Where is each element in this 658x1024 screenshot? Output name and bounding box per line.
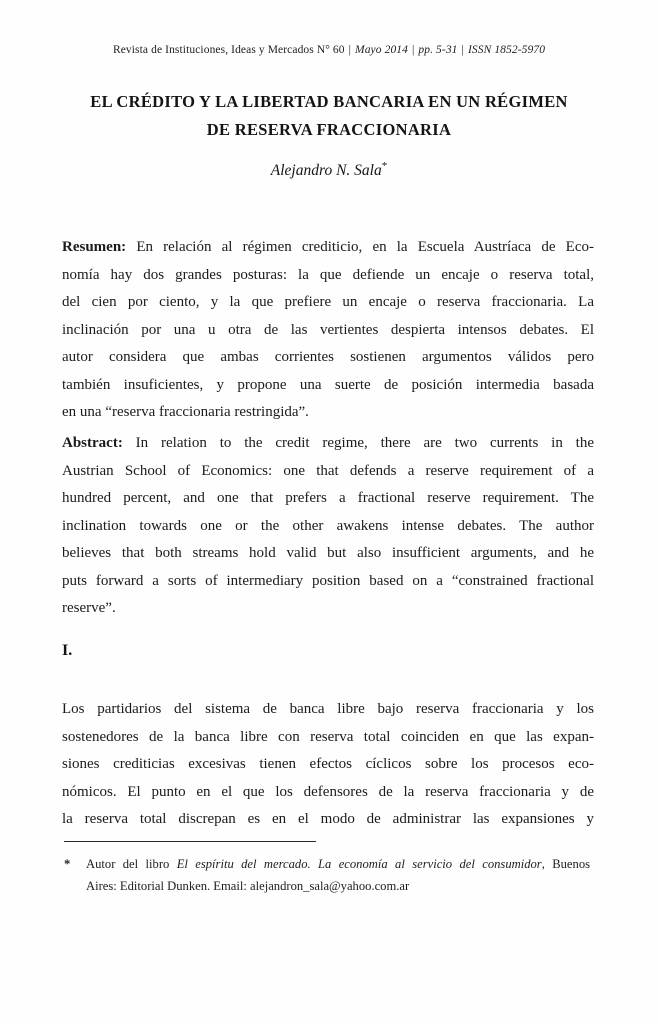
author-line <box>0 159 658 180</box>
text-line: inclination towards one or the other awakens intense debates. The author <box>62 517 594 534</box>
text-line: believes that both streams hold valid but also insufficient arguments, and he <box>62 545 594 561</box>
header-separator: | <box>348 44 352 56</box>
text-line-content: In relation to the credit regime, there are two currents in the <box>122 435 594 451</box>
footnote-text: Autor del libro <box>86 857 177 871</box>
journal-date: Mayo 2014 <box>355 44 408 56</box>
text-line: nomía hay dos grandes posturas: la que defiende un encaje o reserva total, <box>62 266 594 283</box>
text-line: la reserva total discrepan es en el modo de administrar las expansiones y <box>62 811 594 827</box>
text-line: también insuficientes, y propone una suerte de posición intermedia basada <box>62 376 594 393</box>
text-line-content: En relación al régimen crediticio, en la Escuela Austríaca de Eco- <box>126 239 594 255</box>
footnote-text: , Buenos <box>541 857 591 871</box>
footnote <box>62 853 590 897</box>
text-line: autor considera que ambas corrientes sostienen argumentos válidos pero <box>62 349 594 365</box>
section-heading: I. <box>62 642 73 659</box>
text-line: sostenedores de la banca libre con reserva total coinciden en que las expan- <box>62 728 594 745</box>
footnote-rule <box>64 841 316 842</box>
title-line-1: EL CRÉDITO Y LA LIBERTAD BANCARIA EN UN RÉGIMEN <box>90 92 568 111</box>
author-footnote-marker: * <box>381 159 388 172</box>
abstract-paragraph <box>62 430 594 623</box>
resumen-label: Resumen: <box>62 239 127 255</box>
title-line-2: DE RESERVA FRACCIONARIA <box>206 120 452 139</box>
text-line: en una “reserva fraccionaria restringida”. <box>62 404 309 420</box>
text-line: nómicos. El punto en el que los defensores de la reserva fraccionaria y de <box>62 783 594 800</box>
text-line: del cien por ciento, y la que prefiere un encaje o reserva fraccionaria. La <box>62 294 594 310</box>
text-line: Austrian School of Economics: one that defends a reserve requirement of a <box>62 462 594 479</box>
journal-name: Revista de Instituciones, Ideas y Mercados N° 60 <box>112 44 345 56</box>
text-line: Los partidarios del sistema de banca libre bajo reserva fraccionaria y los <box>62 701 594 717</box>
text-line <box>62 430 594 458</box>
body-paragraph <box>62 696 594 834</box>
author-name: Alejandro N. Sala <box>270 162 382 179</box>
abstract-label: Abstract: <box>62 435 123 451</box>
footnote-book-title: El espíritu del mercado. La economía al servicio del consumidor <box>176 857 542 871</box>
text-line: hundred percent, and one that prefers a fractional reserve requirement. The <box>62 490 594 506</box>
resumen-paragraph <box>62 234 594 427</box>
footnote-marker: * <box>64 857 71 871</box>
journal-header <box>0 44 658 56</box>
journal-issn: ISSN 1852-5970 <box>467 44 546 56</box>
text-line: siones crediticias excesivas tienen efectos cíclicos sobre los procesos eco- <box>62 756 594 772</box>
text-line: reserve”. <box>62 600 116 616</box>
header-separator: | <box>461 44 464 56</box>
footnote-line: Aires: Editorial Dunken. Email: alejandron_sala@yahoo.com.ar <box>86 879 410 893</box>
text-line: puts forward a sorts of intermediary position based on a “constrained fractional <box>62 572 594 589</box>
text-line <box>62 234 594 262</box>
text-line: inclinación por una u otra de las vertientes despierta intensos debates. El <box>62 321 594 338</box>
header-separator: | <box>412 44 415 56</box>
footnote-line <box>86 853 590 875</box>
article-title <box>0 88 658 144</box>
journal-pages: pp. 5-31 <box>418 44 458 56</box>
